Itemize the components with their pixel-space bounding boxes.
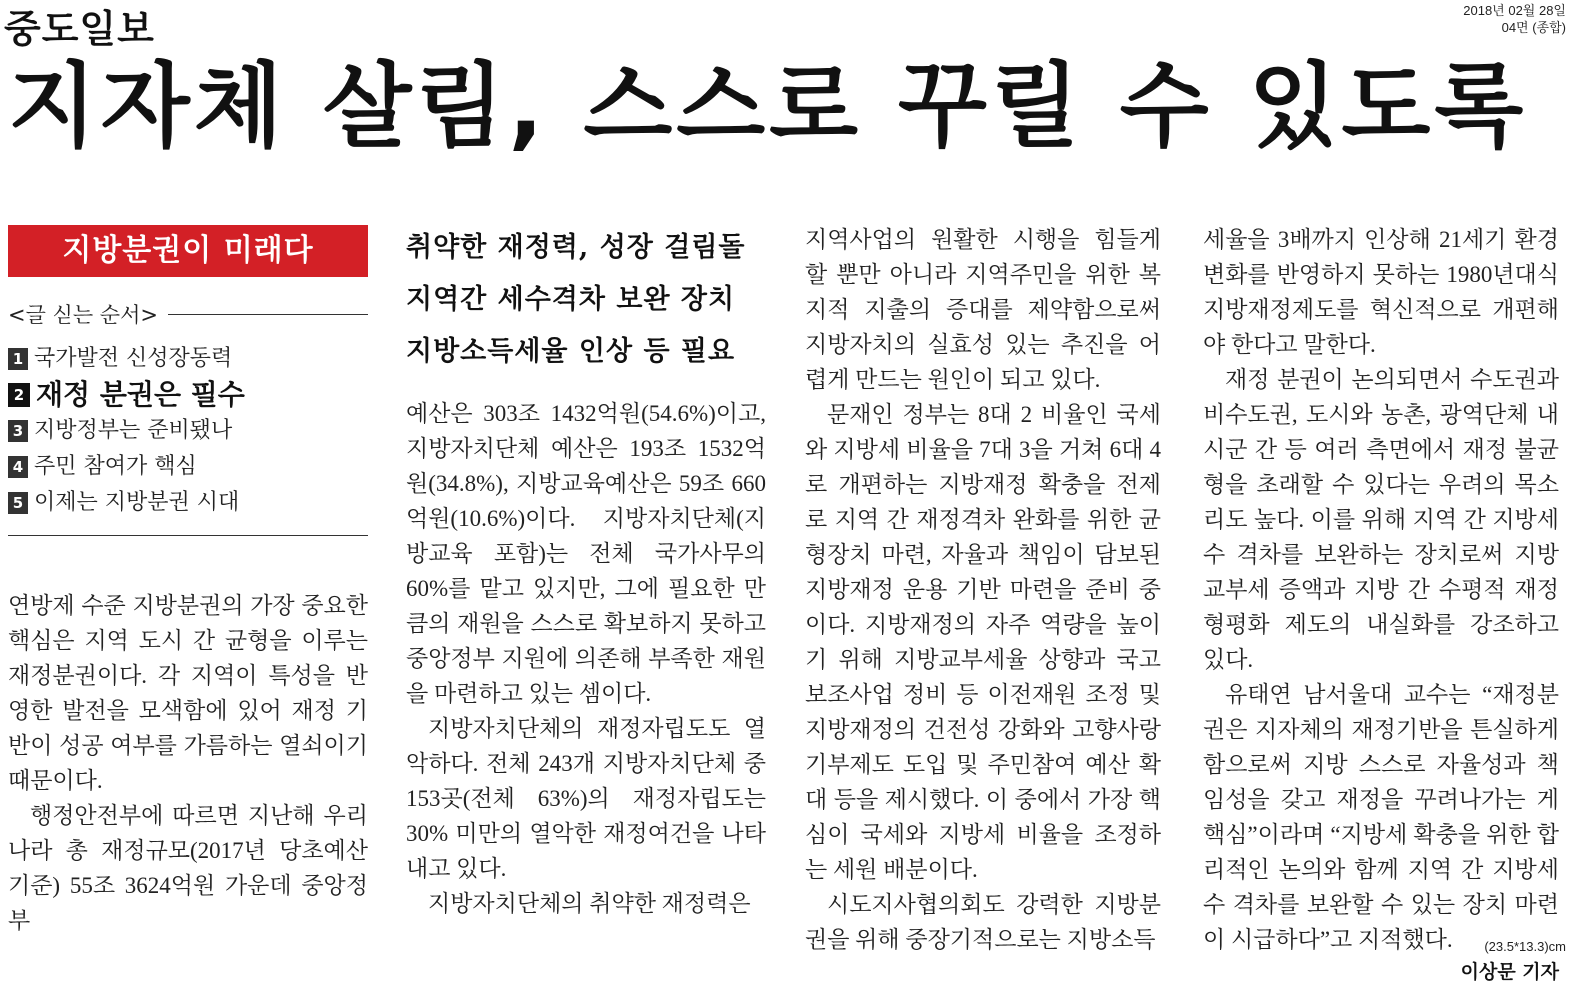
subheadline: 지방소득세율 인상 등 필요 [406,336,736,367]
article-column-2 [406,222,766,922]
article-body [1203,222,1559,957]
series-item-label: 이제는 지방분권 시대 [34,490,240,515]
series-item [8,341,368,377]
series-number-badge: 5 [8,492,28,514]
newspaper-masthead: 중도일보 [4,6,155,51]
subheadline: 지역간 세수격차 보완 장치 [406,284,736,315]
clipping-size-note: (23.5*13.3)cm [1484,939,1566,954]
paragraph: 지방자치단체의 취약한 재정력은 [428,891,751,916]
article-body [406,396,766,921]
article-body [805,222,1161,957]
series-item [8,449,368,485]
subheadline-block [406,222,766,378]
article-column-3 [805,222,1161,952]
article-headline: 지자체 살림, 스스로 꾸릴 수 있도록 [8,53,1528,160]
series-number-badge: 1 [8,348,28,370]
series-banner: 지방분권이 미래다 [8,225,368,277]
series-item-label: 재정 분권은 필수 [36,378,245,411]
paragraph: 문재인 정부는 8대 2 비율인 국세와 지방세 비율을 7대 3을 거쳐 6대 4로 개편하는 지방재정 확충을 전제로 지역 간 재정격차 완화를 위한 균형장치 마련, 자율과 책임이 담보된 지방재정 운용 기반 마련을 준비 중이다. 지방재정의 자주 역량을 높이기 위해 지방교부세율 상향과 국고보조사업 정비 등 이전재원 조정 및 지방재정의 건전성 강화와 고향사랑 기부제도 도입 및 주민참여 예산 확대 등을 제시했다. 이 중에서 가장 핵심이 국세와 지방세 비율을 조정하는 세원 배분이다. [805,402,1161,882]
article-column-1 [8,222,368,933]
series-item [8,413,368,449]
series-item-label: 국가발전 신성장동력 [34,346,233,371]
paragraph: 지역사업의 원활한 시행을 힘들게 할 뿐만 아니라 지역주민을 위한 복지적 지출의 증대를 제약함으로써 지방자치의 실효성 있는 추진을 어렵게 만드는 원인이 되고 있다. [805,227,1161,392]
series-list [8,341,368,521]
series-item-label: 지방정부는 준비됐나 [34,418,233,443]
paragraph: 행정안전부에 따르면 지난해 우리나라 총 재정규모(2017년 당초예산 기준) 55조 3624억원 가운데 중앙정부 [8,803,368,933]
series-item [8,485,368,521]
series-item-label: 주민 참여가 핵심 [34,454,197,479]
page-section: 04면 (종합) [1501,20,1566,35]
subheadline: 취약한 재정력, 성장 걸림돌 [406,232,746,263]
series-number-badge: 4 [8,456,28,478]
paragraph: 세율을 3배까지 인상해 21세기 환경 변화를 반영하지 못하는 1980년대식 지방재정제도를 혁신적으로 개편해야 한다고 말한다. [1203,227,1559,357]
paragraph: 예산은 303조 1432억원(54.6%)이고, 지방자치단체 예산은 193조 1532억원(34.8%), 지방교육예산은 59조 660억원(10.6%)이다. 지방자치단체(지방교육 포함)는 전체 국가사무의 60%를 맡고 있지만, 그에 필요한 만큼의 재원을 스스로 확보하지 못하고 중앙정부 지원에 의존해 부족한 재원을 마련하고 있는 셈이다. [406,401,766,706]
series-number-badge: 3 [8,420,28,442]
article-body [8,588,368,938]
divider [168,314,368,315]
divider [8,535,368,536]
paragraph: 연방제 수준 지방분권의 가장 중요한 핵심은 지역 도시 간 균형을 이루는 재정분권이다. 각 지역이 특성을 반영한 발전을 모색함에 있어 재정 기반이 성공 여부를 가름하는 열쇠이기 때문이다. [8,593,368,793]
series-number-badge: 2 [8,383,30,407]
reporter-byline: 이상문 기자 [1460,961,1559,983]
dateline [1463,2,1566,36]
series-item-current [8,377,368,413]
series-order-title [8,299,368,329]
publish-date: 2018년 02월 28일 [1463,3,1566,18]
paragraph: 재정 분권이 논의되면서 수도권과 비수도권, 도시와 농촌, 광역단체 내 시군 간 등 여러 측면에서 재정 불균형을 초래할 수 있다는 우려의 목소리도 높다. 이를 위해 지역 간 지방세수 격차를 보완하는 장치로써 지방교부세 증액과 지방 간 수평적 재정 형평화 제도의 내실화를 강조하고 있다. [1203,367,1559,672]
paragraph: 시도지사협의회도 강력한 지방분권을 위해 중장기적으로는 지방소득 [805,892,1161,952]
paragraph: 지방자치단체의 재정자립도도 열악하다. 전체 243개 지방자치단체 중 153곳(전체 63%)의 재정자립도는 30% 미만의 열악한 재정여건을 나타내고 있다. [406,716,766,881]
series-order-label: <글 싣는 순서> [8,303,158,327]
paragraph: 유태연 남서울대 교수는 “재정분권은 지자체의 재정기반을 튼실하게 함으로써 지방 스스로 자율성과 책임성을 갖고 재정을 꾸려나가는 게 핵심”이라며 “지방세 확충을 위한 합리적인 논의와 함께 지역 간 지방세수 격차를 보완할 수 있는 장치 마련이 시급하다”고 지적했다. [1203,682,1559,952]
